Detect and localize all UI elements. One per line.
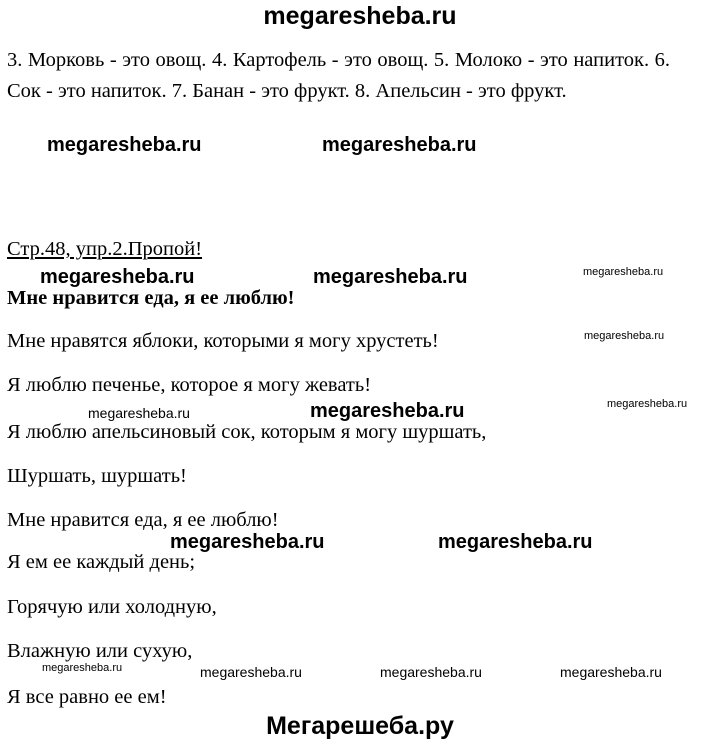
poem-line: Я все равно ее ем! (7, 686, 167, 708)
exercise-title: Стр.48, упр.2.Пропой! (7, 238, 203, 260)
watermark: megaresheba.ru (47, 134, 202, 156)
header-watermark: megaresheba.ru (263, 2, 457, 30)
watermark: megaresheba.ru (438, 531, 593, 553)
watermark: megaresheba.ru (584, 330, 665, 342)
poem-line: Я люблю печенье, которое я могу жевать! (7, 374, 372, 396)
watermark: megaresheba.ru (322, 134, 477, 156)
watermark: megaresheba.ru (200, 664, 302, 680)
watermark: megaresheba.ru (380, 664, 482, 680)
poem-line: Мне нравятся яблоки, которыми я могу хрустеть! (7, 330, 439, 352)
watermark: megaresheba.ru (170, 531, 325, 553)
poem-line: Мне нравится еда, я ее люблю! (7, 287, 295, 309)
footer-brand: Мегарешеба.ру (266, 712, 454, 740)
poem-line: Мне нравится еда, я ее люблю! (7, 509, 279, 531)
poem-line: Шуршать, шуршать! (7, 465, 187, 487)
poem-line: Горячую или холодную, (7, 596, 217, 618)
watermark: megaresheba.ru (560, 664, 662, 680)
poem-line: Я ем ее каждый день; (7, 551, 196, 573)
answer-paragraph: 3. Морковь - это овощ. 4. Картофель - это овощ. 5. Молоко - это напиток. 6. Сок - это напиток. 7. Банан - это фрукт. 8. Апельсин - это фрукт. (7, 49, 670, 102)
watermark: megaresheba.ru (583, 266, 664, 278)
watermark: megaresheba.ru (88, 405, 190, 421)
watermark: megaresheba.ru (310, 400, 465, 422)
watermark: megaresheba.ru (42, 662, 123, 674)
watermark: megaresheba.ru (313, 266, 468, 288)
poem-line: Я люблю апельсиновый сок, которым я могу шуршать, (7, 421, 487, 443)
watermark: megaresheba.ru (607, 398, 688, 410)
watermark: megaresheba.ru (40, 266, 195, 288)
poem-line: Влажную или сухую, (7, 640, 193, 662)
